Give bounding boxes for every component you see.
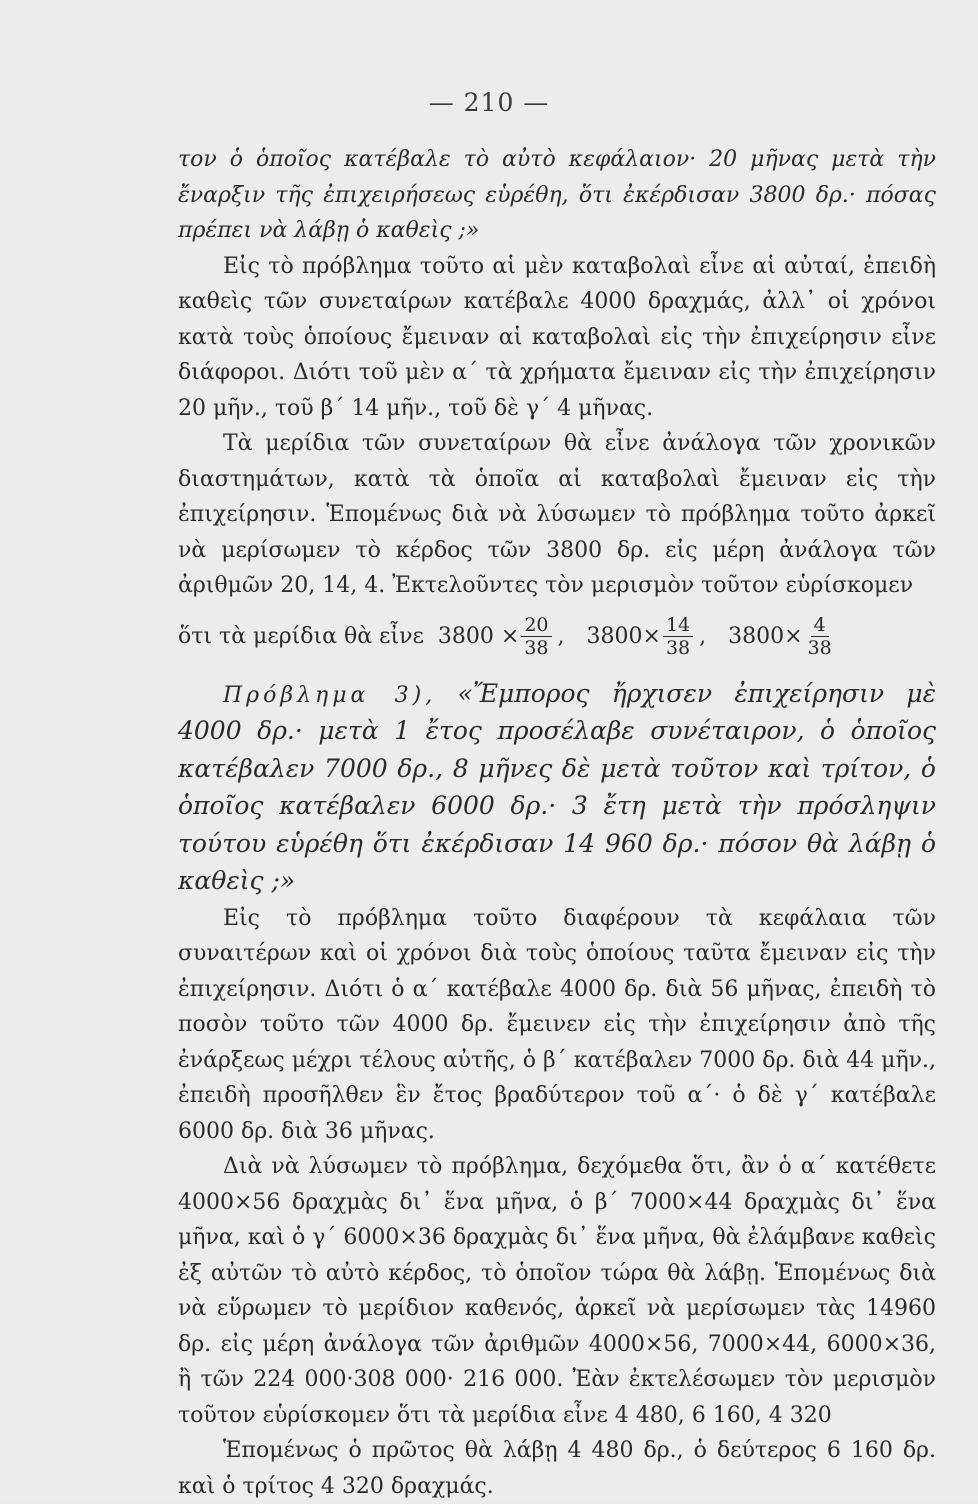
page-number: — 210 — <box>428 88 550 117</box>
fraction-numerator: 20 <box>521 614 551 637</box>
fraction-numerator: 4 <box>811 614 829 637</box>
term-prefix: 3800× <box>586 623 661 649</box>
paragraph-explanation: Εἰς τὸ πρόβλημα τοῦτο αἱ μὲν καταβολαὶ εἶνε αἱ αὐταί, ἐπειδὴ καθεὶς τῶν συνεταίρων κατέβαλε 4000 δραχμάς, ἀλλ᾽ οἱ χρόνοι κατὰ τοὺς ὁποίους ἔμειναν αἱ καταβολαὶ εἰς τὴν ἐπιχείρησιν εἶνε διάφοροι. Διότι τοῦ μὲν α΄ τὰ χρήματα ἔμειναν εἰς τὴν ἐπιχείρησιν 20 μῆν., τοῦ β΄ 14 μῆν., τοῦ δὲ γ΄ 4 μῆνας. <box>178 253 936 421</box>
fraction <box>663 614 693 659</box>
formula-term <box>587 614 707 659</box>
fraction-denominator: 38 <box>665 637 691 659</box>
paragraph-solution: Διὰ νὰ λύσωμεν τὸ πρόβλημα, δεχόμεθα ὅτι, ἂν ὁ α΄ κατέθετε 4000×56 δραχμὰς δι᾽ ἕνα μῆνα, ὁ β΄ 7000×44 δραχμὰς δι᾽ ἕνα μῆνα, καὶ ὁ γ΄ 6000×36 δραχμὰς δι᾽ ἕνα μῆνα, θὰ ἐλάμβανε καθεὶς ἐξ αὐτῶν τὸ αὐτὸ κέρδος, τὸ ὁποῖον τώρα θὰ λάβῃ. Ἑπομένως διὰ νὰ εὕρωμεν τὸ μερίδιον καθενός, ἀρκεῖ νὰ μερίσωμεν τὰς 14960 δρ. εἰς μέρη ἀνάλογα τῶν ἀριθμῶν 4000×56, 7000×44, 6000×36, ἢ τῶν 224 000·308 000· 216 000. Ἐὰν ἐκτελέσωμεν τὸν μερισμὸν τοῦτον εὑρίσκομεν ὅτι τὰ μερίδια εἶνε 4 480, 6 160, 4 320 <box>178 1154 936 1428</box>
term-prefix: 3800 × <box>437 623 520 649</box>
term-separator: , <box>699 623 707 649</box>
fraction-numerator: 14 <box>663 614 693 637</box>
formula-term <box>728 614 841 659</box>
paragraph-conclusion: Ἑπομένως ὁ πρῶτος θὰ λάβῃ 4 480 δρ., ὁ δεύτερος 6 160 δρ. καὶ ὁ τρίτος 4 320 δραχμάς. <box>178 1438 936 1499</box>
problem-3-text: «Ἔμπορος ἤρχισεν ἐπιχείρησιν μὲ 4000 δρ.· μετὰ 1 ἔτος προσέλαβε συνέταιρον, ὁ ὁποῖος κατέβαλεν 7000 δρ., 8 μῆνες δὲ μετὰ τοῦτον καὶ τρίτον, ὁ ὁποῖος κατέβαλεν 6000 δρ.· 3 ἔτη μετὰ τὴν πρόσληψιν τούτου εὑρέθη ὅτι ἐκέρδισαν 14 960 δρ.· πόσον θὰ λάβῃ ὁ καθεὶς ;» <box>178 678 936 895</box>
fraction-denominator: 38 <box>524 637 549 659</box>
fraction <box>805 614 835 659</box>
shares-formula <box>178 608 936 666</box>
paragraph-problem-end: τον ὁ ὁποῖος κατέβαλε τὸ αὐτὸ κεφάλαιον· 20 μῆνας μετὰ τὴν ἔναρξιν τῆς ἐπιχειρήσεως εὑρέθη, ὅτι ἐκέρδισαν 3800 δρ.· πόσας πρέπει νὰ λάβῃ ὁ καθεὶς ;» <box>178 147 936 243</box>
fraction <box>521 614 551 659</box>
term-separator: , <box>557 623 565 649</box>
term-prefix: 3800× <box>728 623 803 649</box>
problem-3-label: Πρόβλημα 3), <box>223 682 437 708</box>
fraction-denominator: 38 <box>807 637 832 659</box>
problem-3 <box>178 676 936 901</box>
paragraph-proportion: Τὰ μερίδια τῶν συνεταίρων θὰ εἶνε ἀνάλογα τῶν χρονικῶν διαστημάτων, κατὰ τὰ ὁποῖα αἱ καταβολαὶ ἔμειναν εἰς τὴν ἐπιχείρησιν. Ἑπομένως διὰ νὰ λύσωμεν τὸ πρόβλημα τοῦτο ἀρκεῖ νὰ μερίσωμεν τὸ κέρδος τῶν 3800 δρ. εἰς μέρη ἀνάλογα τῶν ἀριθμῶν 20, 14, 4. Ἐκτελοῦντες τὸν μερισμὸν τοῦτον εὑρίσκομεν <box>178 431 936 598</box>
paragraph-differences: Εἰς τὸ πρόβλημα τοῦτο διαφέρουν τὰ κεφάλαια τῶν συναιτέρων καὶ οἱ χρόνοι διὰ τοὺς ὁποίους ταῦτα ἔμειναν εἰς τὴν ἐπιχείρησιν. Διότι ὁ α΄ κατέβαλε 4000 δρ. διὰ 56 μῆνας, ἐπειδὴ τὸ ποσὸν τοῦτο τῶν 4000 δρ. ἔμεινεν εἰς τὴν ἐπιχείρησιν ἀπὸ τῆς ἐνάρξεως μέχρι τέλους αὐτῆς, ὁ β΄ κατέβαλεν 7000 δρ. διὰ 44 μῆν., ἐπειδὴ προσῆλθεν ἓν ἔτος βραδύτερον τοῦ α΄· ὁ δὲ γ΄ κατέβαλε 6000 δρ. διὰ 36 μῆνας. <box>178 905 936 1144</box>
formula-lead: ὅτι τὰ μερίδια θὰ εἶνε <box>178 623 424 649</box>
formula-term <box>438 614 565 659</box>
page-body <box>178 142 936 1504</box>
